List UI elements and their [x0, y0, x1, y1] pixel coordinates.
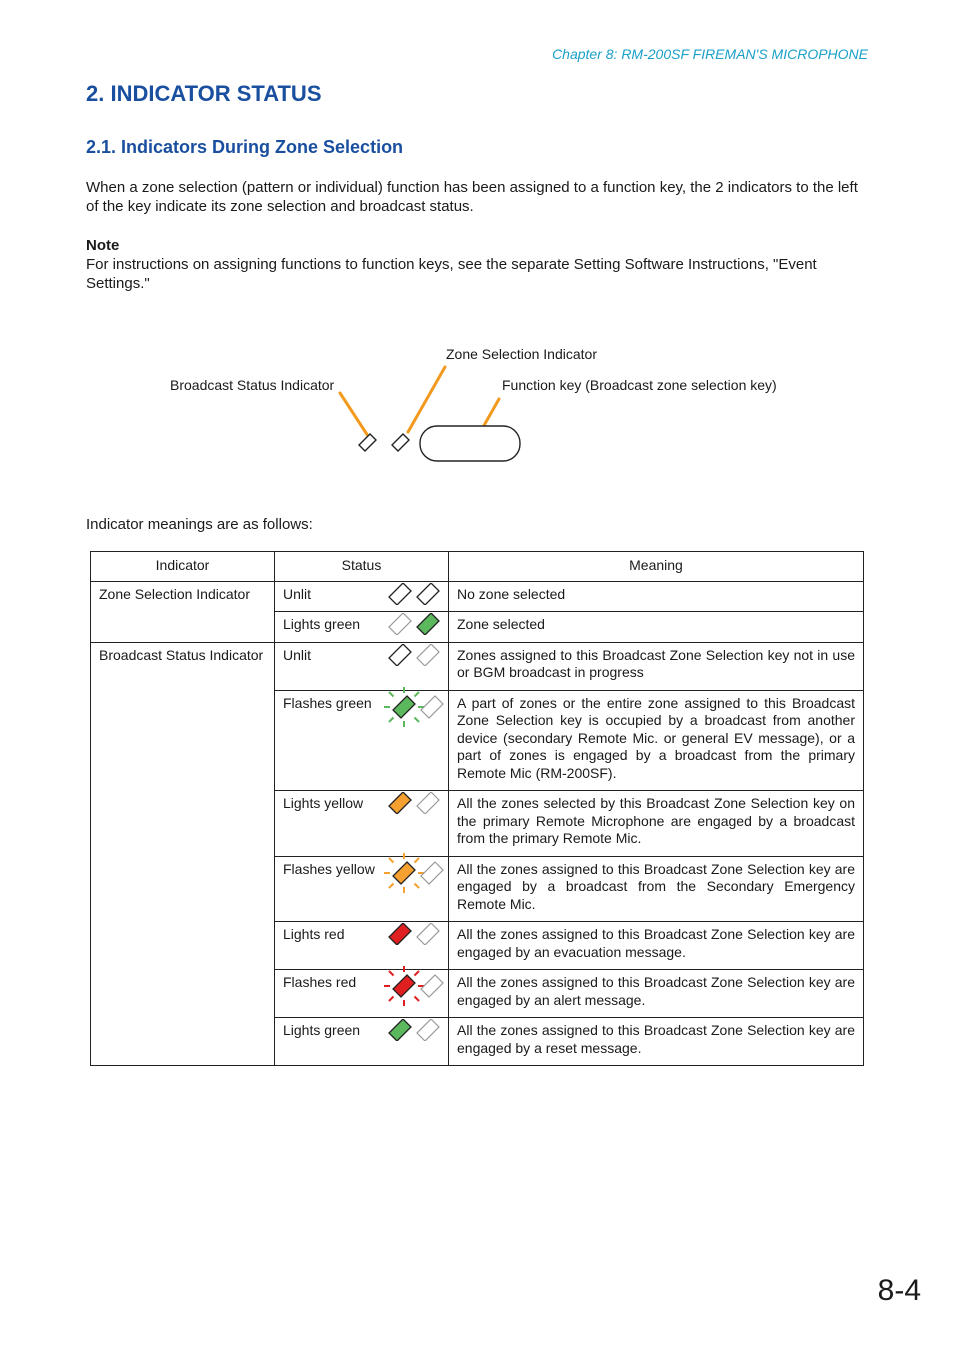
status-text: Unlit [283, 646, 312, 663]
indicator-diamond [417, 792, 439, 814]
flash-ray [415, 971, 420, 976]
indicator-diamond [417, 923, 439, 945]
note-title: Note [86, 237, 120, 254]
yellow-indicator-icon [386, 792, 444, 814]
broadcast-unlit-indicator-icon [386, 644, 444, 666]
red-indicator-icon [386, 923, 444, 945]
broadcast-status-indicator-cell: Broadcast Status Indicator [91, 642, 275, 1066]
zone-leader-line [408, 367, 445, 432]
status-text: Lights red [283, 926, 345, 942]
meaning-cell: No zone selected [449, 581, 864, 612]
status-cell [275, 791, 449, 857]
indicator-diamond [389, 613, 411, 635]
indicator-diamond [393, 975, 415, 997]
flashing-red-indicator-icon [382, 964, 448, 1008]
header-indicator: Indicator [91, 552, 275, 582]
zone-indicator-shape [392, 434, 409, 451]
indicator-diamond [393, 862, 415, 884]
indicator-diagram [160, 330, 800, 480]
indicator-diamond [417, 1019, 439, 1041]
meaning-cell: A part of zones or the entire zone assigned to this Broadcast Zone Selection key is occupied by a broadcast from another device (secondary Remote Mic. or general EV message), or a part of zones is engaged by a broadcast from the primary Remote Mic (RM-200SF). [449, 690, 864, 791]
page-number: 8-4 [877, 1274, 921, 1307]
meaning-cell: All the zones assigned to this Broadcast Zone Selection key are engaged by a reset message. [449, 1018, 864, 1066]
chapter-header: Chapter 8: RM-200SF FIREMAN'S MICROPHONE [552, 46, 868, 62]
zone-selection-indicator-cell: Zone Selection Indicator [91, 581, 275, 642]
flashing-green-indicator-icon [382, 685, 448, 729]
flash-ray [389, 858, 394, 863]
indicator-diamond [421, 696, 443, 718]
indicator-diamond [389, 644, 411, 666]
table-row [91, 642, 864, 690]
meaning-cell: Zones assigned to this Broadcast Zone Selection key not in use or BGM broadcast in progress [449, 642, 864, 690]
status-text: Flashes yellow [283, 860, 375, 877]
indicator-diamond [393, 696, 415, 718]
status-cell [275, 581, 449, 612]
flash-ray [389, 997, 394, 1002]
status-text: Lights green [283, 616, 361, 632]
indicator-status-table [90, 551, 864, 1066]
indicator-diamond [421, 975, 443, 997]
broadcast-indicator-shape [359, 434, 376, 451]
broadcast-leader-line [340, 393, 368, 436]
diagram-graphic [160, 330, 800, 480]
status-cell [275, 690, 449, 791]
status-cell [275, 970, 449, 1018]
broadcast-status-indicator-label: Broadcast Status Indicator [170, 377, 335, 393]
green-indicator-icon [386, 1019, 444, 1041]
note-text: For instructions on assigning functions to function keys, see the separate Setting Software Instructions, "Event Settings." [86, 256, 817, 292]
meaning-cell: All the zones assigned to this Broadcast Zone Selection key are engaged by an evacuation message. [449, 922, 864, 970]
zone-unlit-indicator-icon [386, 583, 444, 605]
header-status: Status [275, 552, 449, 582]
status-text: Unlit [283, 585, 312, 602]
flash-ray [389, 717, 394, 722]
flash-ray [415, 858, 420, 863]
status-cell [275, 922, 449, 970]
flashing-yellow-indicator-icon [382, 851, 448, 895]
flash-ray [389, 883, 394, 888]
indicator-diamond [389, 583, 411, 605]
table-intro: Indicator meanings are as follows: [86, 516, 313, 533]
meaning-cell: Zone selected [449, 612, 864, 643]
subsection-title: 2.1. Indicators During Zone Selection [86, 137, 404, 157]
indicator-diamond [389, 1019, 411, 1041]
status-text: Flashes red [283, 974, 357, 990]
status-text: Lights green [283, 1022, 361, 1038]
indicator-diamond [417, 644, 439, 666]
zone-selection-indicator-label: Zone Selection Indicator [446, 346, 597, 362]
flash-ray [415, 692, 420, 697]
status-cell [275, 856, 449, 922]
table-header-row [91, 552, 864, 582]
flash-ray [415, 883, 420, 888]
indicator-diamond [389, 792, 411, 814]
meaning-cell: All the zones selected by this Broadcast Zone Selection key on the primary Remote Microphone are engaged by a broadcast from the primary Remote Mic. [449, 791, 864, 857]
indicator-diamond [389, 923, 411, 945]
indicator-diamond [417, 583, 439, 605]
flash-ray [415, 997, 420, 1002]
header-meaning: Meaning [449, 552, 864, 582]
indicator-diamond [417, 613, 439, 635]
status-cell [275, 642, 449, 690]
status-cell [275, 1018, 449, 1066]
indicator-diamond [421, 862, 443, 884]
flash-ray [389, 692, 394, 697]
function-key-label: Function key (Broadcast zone selection key) [502, 377, 777, 393]
function-key-shape [420, 426, 520, 461]
intro-paragraph: When a zone selection (pattern or individual) function has been assigned to a function key, the 2 indicators to the left of the key indicate its zone selection and broadcast status. [86, 179, 858, 215]
table-row [91, 581, 864, 612]
flash-ray [389, 971, 394, 976]
meaning-cell: All the zones assigned to this Broadcast Zone Selection key are engaged by a broadcast from the Secondary Emergency Remote Mic. [449, 856, 864, 922]
flash-ray [415, 717, 420, 722]
status-text: Flashes green [283, 694, 372, 711]
status-cell [275, 612, 449, 643]
status-text: Lights yellow [283, 795, 364, 811]
section-title: 2. INDICATOR STATUS [86, 81, 322, 106]
zone-green-indicator-icon [386, 613, 444, 635]
meaning-cell: All the zones assigned to this Broadcast Zone Selection key are engaged by an alert message. [449, 970, 864, 1018]
